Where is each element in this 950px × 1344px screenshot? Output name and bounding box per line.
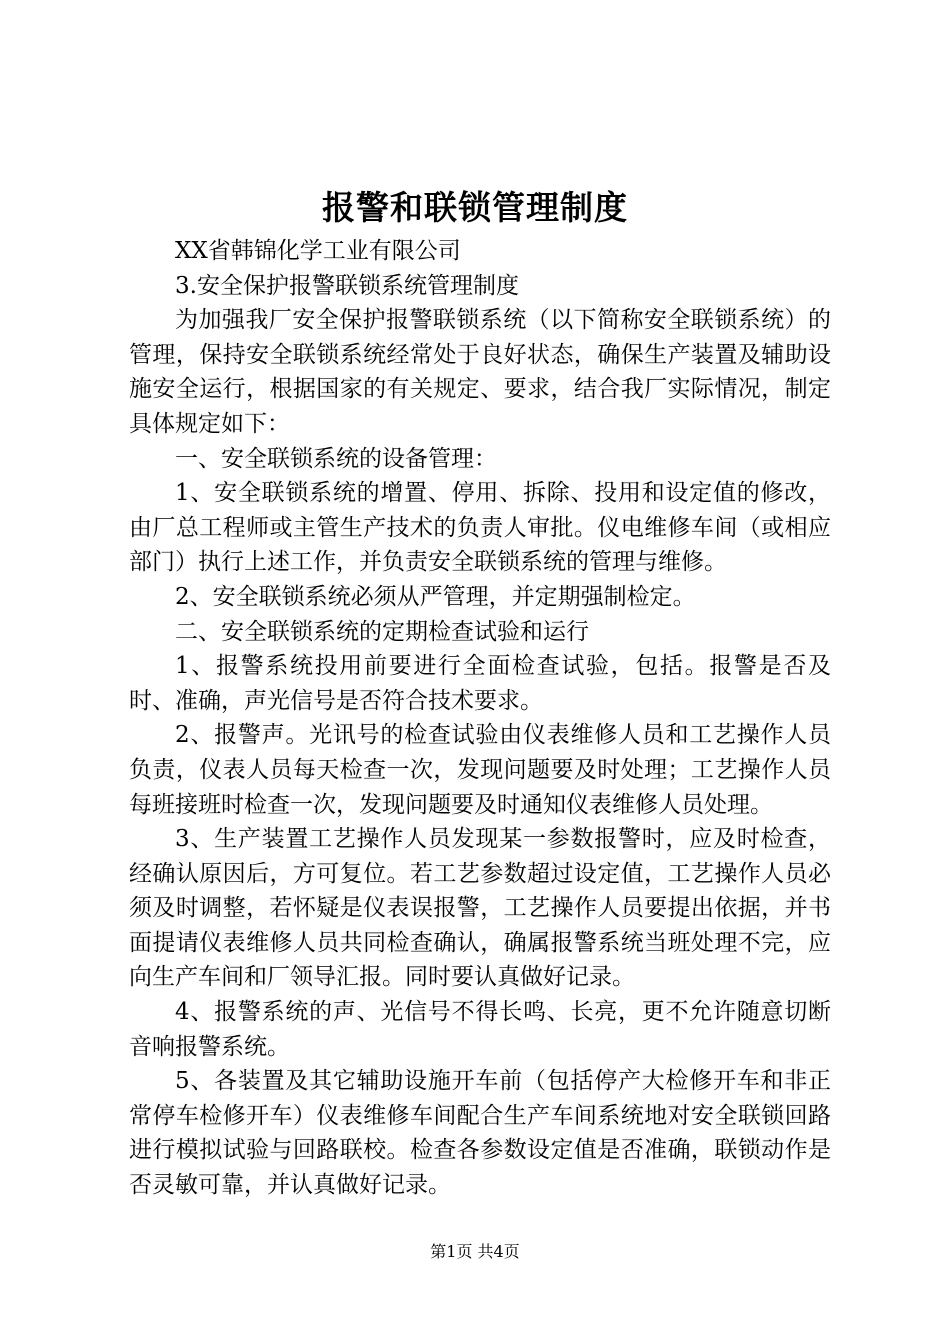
paragraph: 2、报警声。光讯号的检查试验由仪表维修人员和工艺操作人员负责，仪表人员每天检查一次，发现问题要及时处理；工艺操作人员每班接班时检查一次，发现问题要及时通知仪表维修人员处理。 — [129, 722, 831, 818]
paragraph: 3、生产装置工艺操作人员发现某一参数报警时，应及时检查，经确认原因后，方可复位。若工艺参数超过设定值，工艺操作人员必须及时调整，若怀疑是仪表误报警，工艺操作人员要提出依据，并书面提请仪表维修人员共同检查确认，确属报警系统当班处理不完，应向生产车间和厂领导汇报。同时要认真做好记录。 — [129, 826, 831, 991]
paragraph: 1、安全联锁系统的增置、停用、拆除、投用和设定值的修改，由厂总工程师或主管生产技术的负责人审批。仪电维修车间（或相应部门）执行上述工作，并负责安全联锁系统的管理与维修。 — [129, 480, 831, 576]
section-heading: 3.安全保护报警联锁系统管理制度 — [175, 272, 519, 299]
page-footer: 第1页 共4页 — [430, 1242, 520, 1261]
paragraph: 1、报警系统投用前要进行全面检查试验，包括。报警是否及时、准确，声光信号是否符合技术要求。 — [129, 653, 831, 714]
company-name: XX省韩锦化学工业有限公司 — [175, 238, 461, 264]
part-two-heading: 二、安全联锁系统的定期检查试验和运行 — [175, 618, 589, 645]
paragraph: 2、安全联锁系统必须从严管理，并定期强制检定。 — [175, 583, 696, 610]
part-one-heading: 一、安全联锁系统的设备管理： — [175, 445, 497, 472]
document-body — [129, 234, 831, 1203]
paragraph: 4、报警系统的声、光信号不得长鸣、长亮，更不允许随意切断音响报警系统。 — [129, 999, 831, 1060]
document-title: 报警和联锁管理制度 — [322, 188, 628, 227]
intro-paragraph: 为加强我厂安全保护报警联锁系统（以下简称安全联锁系统）的管理，保持安全联锁系统经常处于良好状态，确保生产装置及辅助设施安全运行，根据国家的有关规定、要求，结合我厂实际情况，制定具体规定如下： — [129, 307, 831, 437]
paragraph: 5、各装置及其它辅助设施开车前（包括停产大检修开车和非正常停车检修开车）仪表维修车间配合生产车间系统地对安全联锁回路进行模拟试验与回路联校。检查各参数设定值是否准确，联锁动作是否灵敏可靠，并认真做好记录。 — [129, 1068, 831, 1199]
